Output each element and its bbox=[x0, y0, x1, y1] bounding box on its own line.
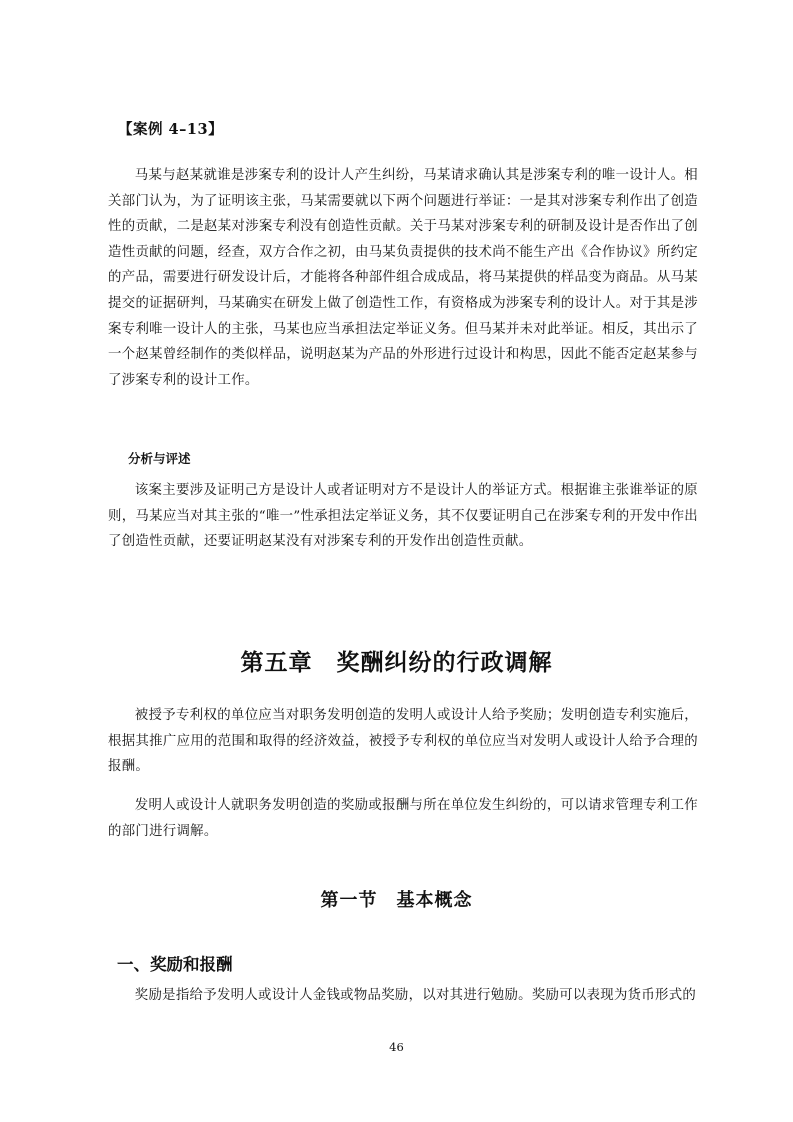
subsection-paragraph: 奖励是指给予发明人或设计人金钱或物品奖励，以对其进行勉励。奖励可以表现为货币形式的 bbox=[134, 988, 697, 1003]
page-number: 46 bbox=[389, 1040, 404, 1054]
case-title: 【案例 4–13】 bbox=[118, 121, 224, 138]
chapter-paragraph-2: 发明人或设计人就职务发明创造的奖励或报酬与所在单位发生纠纷的，可以请求管理专利工作的部门进行调解。 bbox=[108, 798, 698, 839]
analysis-heading: 分析与评述 bbox=[128, 451, 191, 466]
section-title: 第一节 基本概念 bbox=[320, 890, 473, 911]
analysis-paragraph: 该案主要涉及证明己方是设计人或者证明对方不是设计人的举证方式。根据谁主张谁举证的原则，马某应当对其主张的“唯一”性承担法定举证义务，其不仅要证明自己在涉案专利的开发中作出了创造性贡献，还要证明赵某没有对涉案专利的开发作出创造性贡献。 bbox=[108, 483, 698, 550]
case-paragraph: 马某与赵某就谁是涉案专利的设计人产生纠纷，马某请求确认其是涉案专利的唯一设计人。相关部门认为，为了证明该主张，马某需要就以下两个问题进行举证：一是其对涉案专利作出了创造性的贡献，二是赵某对涉案专利没有创造性贡献。关于马某对涉案专利的研制及设计是否作出了创造性贡献的问题，经查，双方合作之初，由马某负责提供的技术尚不能生产出《合作协议》所约定的产品，需要进行研发设计后，才能将各种部件组合成成品，将马某提供的样品变为商品。从马某提交的证据研判，马某确实在研发上做了创造性工作，有资格成为涉案专利的设计人。对于其是涉案专利唯一设计人的主张，马某也应当承担法定举证义务。但马某并未对此举证。相反，其出示了一个赵某曾经制作的类似样品，说明赵某为产品的外形进行过设计和构思，因此不能否定赵某参与了涉案专利的设计工作。 bbox=[108, 168, 698, 388]
subsection-heading: 一、奖励和报酬 bbox=[117, 955, 233, 974]
chapter-paragraph-1: 被授予专利权的单位应当对职务发明创造的发明人或设计人给予奖励；发明创造专利实施后，根据其推广应用的范围和取得的经济效益，被授予专利权的单位应当对发明人或设计人给予合理的报酬。 bbox=[108, 708, 698, 775]
chapter-title: 第五章 奖酬纠纷的行政调解 bbox=[240, 649, 553, 676]
